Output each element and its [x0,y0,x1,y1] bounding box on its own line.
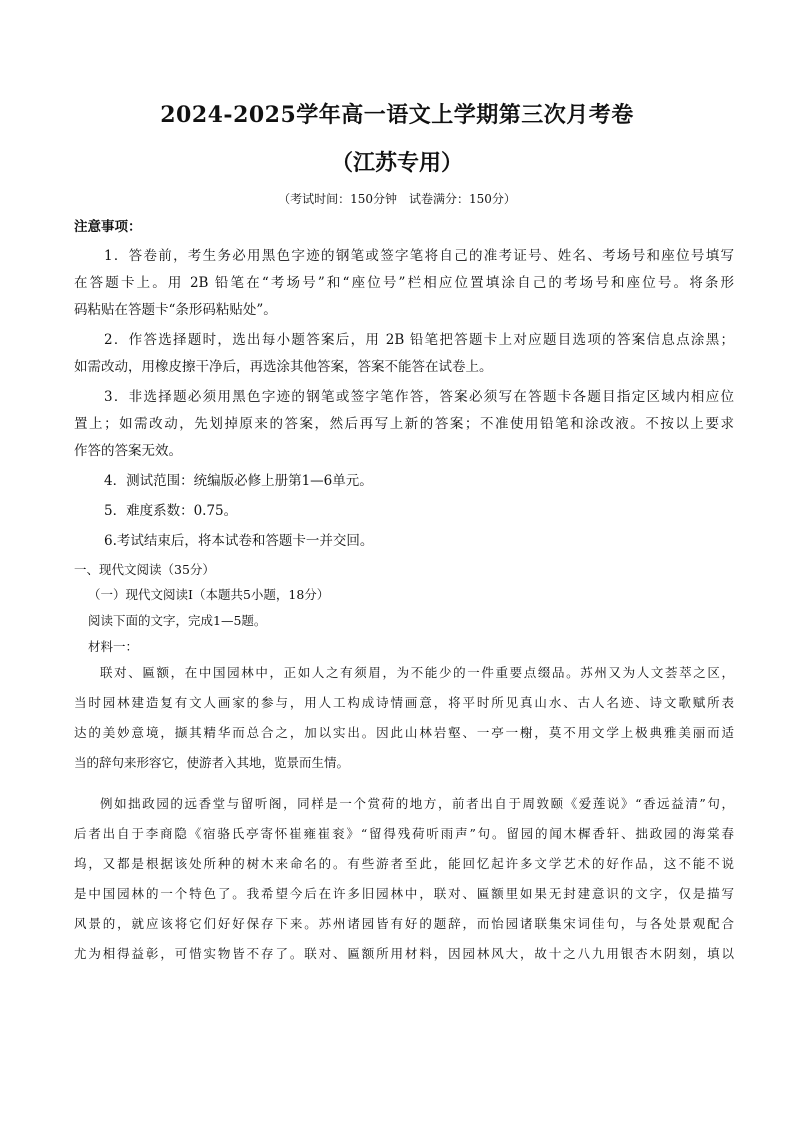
section-instruction: 阅读下面的文字，完成1—5题。 [88,613,267,628]
notes-line: 6.考试结束后，将本试卷和答题卡一并交回。 [104,533,374,549]
notes-line: 码粘贴在答题卡“条形码粘贴处”。 [74,302,277,318]
passage-line: 坞，又都是根据该处所种的树木来命名的。有些游者至此，能回忆起许多文学艺术的好作品，这不能不说 [74,856,734,871]
passage-line: 尤为相得益彰，可惜实物皆不存了。联对、匾额所用材料，因园林风大，故十之八九用银杏木阴刻，填以 [74,946,734,961]
passage-line: 后者出自于李商隐《宿骆氏亭寄怀崔雍崔衮》“留得残荷听雨声”句。留园的闻木樨香轩、拙政园的海棠春 [74,826,734,841]
notes-line: 3．非选择题必须用黑色字迹的钢笔或签字笔作答，答案必须写在答题卡各题目指定区域内相应位 [104,389,734,405]
notes-line: 作答的答案无效。 [74,443,182,459]
passage-line: 例如拙政园的远香堂与留听阁，同样是一个赏荷的地方，前者出自于周敦颐《爱莲说》“香远益清”句， [100,796,734,811]
passage-line: 风景的，就应该将它们好好保存下来。苏州诸园皆有好的题辞，而怡园诸联集宋词佳句，与各处景观配合 [74,916,734,931]
notes-line: 在答题卡上。用 2B 铅笔在“考场号”和“座位号”栏相应位置填涂自己的考场号和座位号。将条形 [74,275,734,291]
notes-line: 置上；如需改动，先划掉原来的答案，然后再写上新的答案；不准使用铅笔和涂改液。不按以上要求 [74,416,734,432]
notes-heading: 注意事项： [74,219,142,235]
section-subheading: （一）现代文阅读Ⅰ（本题共5小题，18分） [88,587,330,602]
exam-info: （考试时间：150分钟 试卷满分：150分） [278,192,516,206]
notes-line: 2．作答选择题时，选出每小题答案后，用 2B 铅笔把答题卡上对应题目选项的答案信息点涂黑； [104,332,734,348]
page-subtitle: （江苏专用） [330,150,463,176]
passage-line: 达的美妙意境，撷其精华而总合之，加以实出。因此山林岩壑、一亭一榭，莫不用文学上极典雅美丽而适 [74,725,734,740]
notes-line: 如需改动，用橡皮擦干净后，再选涂其他答案，答案不能答在试卷上。 [74,359,493,375]
passage-line: 联对、匾额，在中国园林中，正如人之有须眉，为不能少的一件重要点缀品。苏州又为人文荟萃之区， [100,665,734,680]
passage-line: 当时园林建造复有文人画家的参与，用人工构成诗情画意，将平时所见真山水、古人名迹、诗文歌赋所表 [74,695,734,710]
passage-line: 当的辞句来形容它，使游者入其地，览景而生情。 [74,755,350,770]
notes-line: 1．答卷前，考生务必用黑色字迹的钢笔或签字笔将自己的准考证号、姓名、考场号和座位号填写 [104,248,734,264]
notes-line: 4．测试范围：统编版必修上册第1—6单元。 [104,473,373,489]
material-label: 材料一： [88,639,139,654]
passage-line: 是中国园林的一个特色了。我希望今后在许多旧园林中，联对、匾额里如果无封建意识的文字，仅是描写 [74,886,734,901]
section-heading: 一、现代文阅读（35分） [74,562,215,577]
page-title: 2024-2025学年高一语文上学期第三次月考卷 [160,102,634,128]
notes-line: 5．难度系数：0.75。 [104,503,238,519]
